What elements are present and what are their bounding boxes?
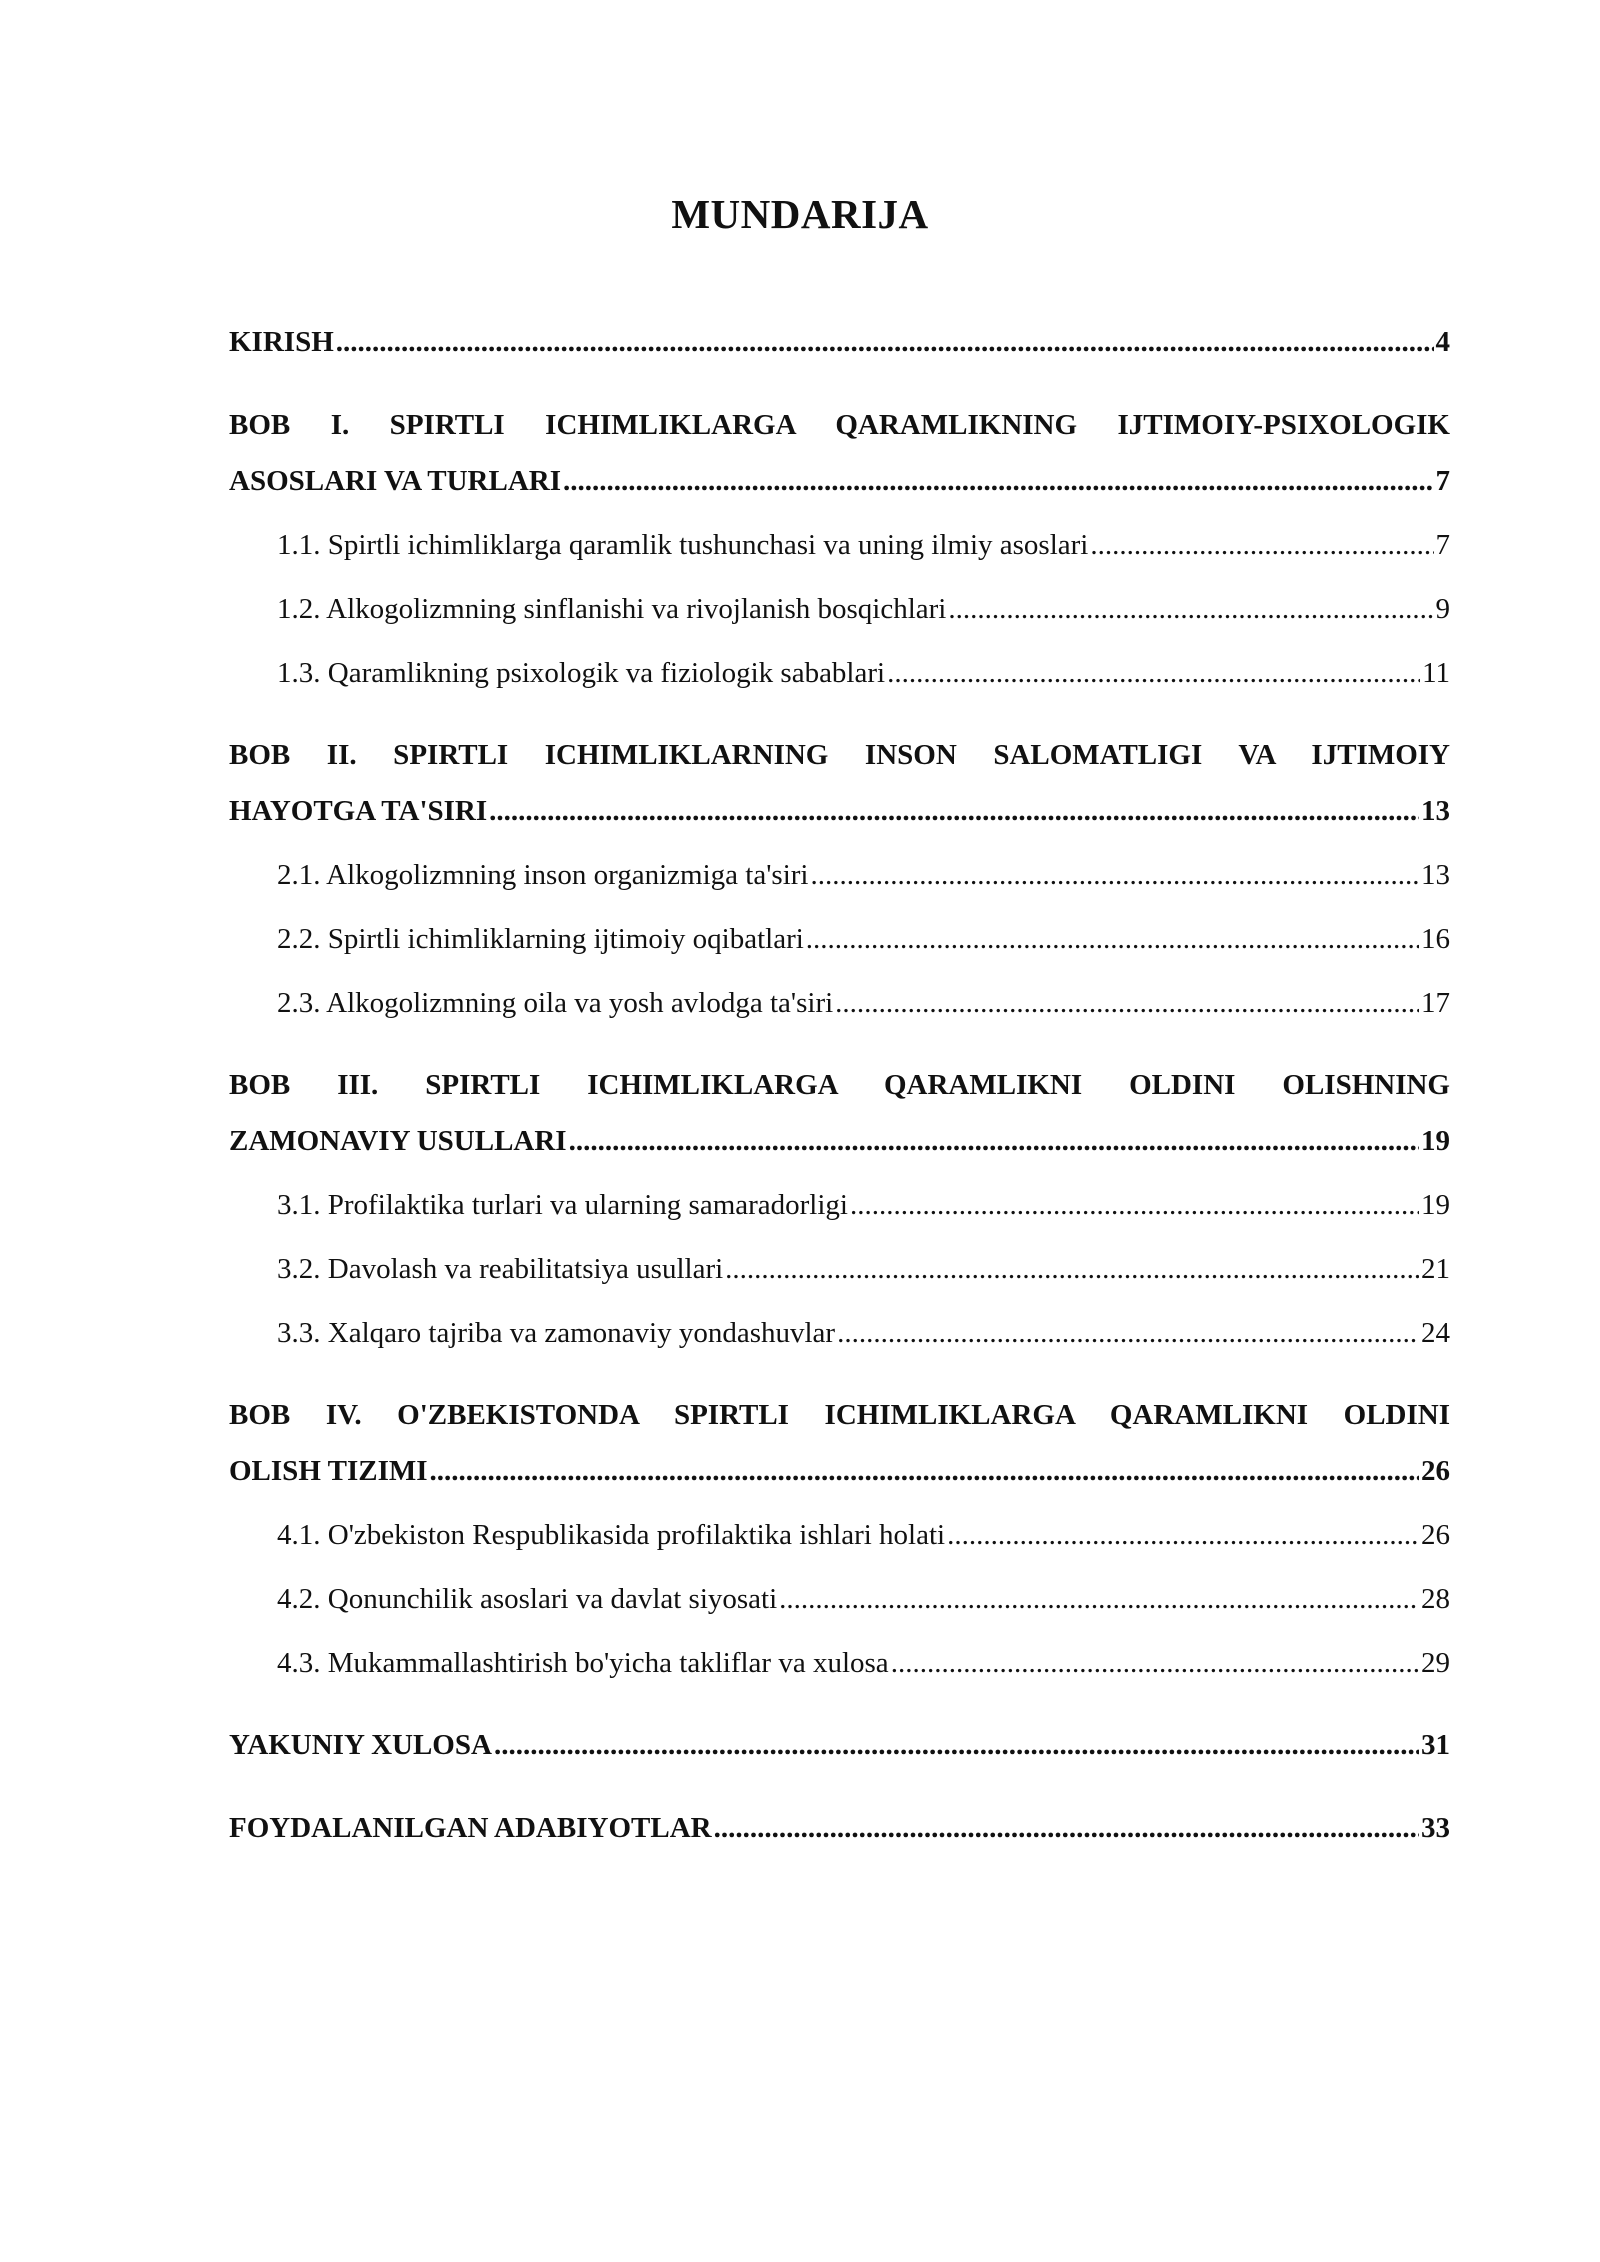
toc-section-4-2[interactable] [277, 1581, 1450, 1617]
dot-leader [1090, 527, 1433, 563]
toc-page-number: 19 [1421, 1125, 1450, 1157]
toc-chapter-4-line1[interactable]: BOB IV. O'ZBEKISTONDA SPIRTLI ICHIMLIKLARGA QARAMLIKNI OLDINI [229, 1399, 1450, 1431]
toc-page-number: 16 [1421, 923, 1450, 955]
dot-leader [850, 1187, 1419, 1223]
dot-leader [837, 1315, 1419, 1351]
toc-page-number: 26 [1421, 1455, 1450, 1487]
toc-entry-xulosa[interactable] [229, 1727, 1450, 1763]
toc-chapter-2-line1[interactable]: BOB II. SPIRTLI ICHIMLIKLARNING INSON SALOMATLIGI VA IJTIMOIY [229, 739, 1450, 771]
dot-leader [725, 1251, 1419, 1287]
toc-entry-title: KIRISH [229, 326, 334, 358]
toc-section-3-2[interactable] [277, 1251, 1450, 1287]
dot-leader [489, 793, 1419, 829]
toc-entry-title: 2.1. Alkogolizmning inson organizmiga ta'siri [277, 859, 809, 891]
dot-leader [806, 921, 1419, 957]
toc-chapter-3[interactable] [229, 1123, 1450, 1159]
toc-section-1-3[interactable] [277, 655, 1450, 691]
dot-leader [563, 463, 1433, 499]
toc-chapter-2[interactable] [229, 793, 1450, 829]
toc-page-number: 9 [1435, 593, 1450, 625]
toc-page-number: 29 [1421, 1647, 1450, 1679]
toc-entry-title: 3.2. Davolash va reabilitatsiya usullari [277, 1253, 724, 1285]
dot-leader [569, 1123, 1419, 1159]
toc-page-number: 28 [1421, 1583, 1450, 1615]
toc-entry-title: 4.3. Mukammallashtirish bo'yicha takliflar va xulosa [277, 1647, 889, 1679]
toc-chapter-3-line1[interactable]: BOB III. SPIRTLI ICHIMLIKLARGA QARAMLIKNI OLDINI OLISHNING [229, 1069, 1450, 1101]
toc-page-number: 7 [1435, 465, 1450, 497]
toc-entry-title: OLISH TIZIMI [229, 1455, 428, 1487]
toc-page-number: 11 [1422, 657, 1450, 689]
dot-leader [947, 1517, 1419, 1553]
toc-entry-kirish[interactable] [229, 324, 1450, 360]
toc-page-number: 21 [1421, 1253, 1450, 1285]
toc-chapter-1-line1[interactable]: BOB I. SPIRTLI ICHIMLIKLARGA QARAMLIKNING IJTIMOIY-PSIXOLOGIK [229, 409, 1450, 441]
toc-entry-title: 4.2. Qonunchilik asoslari va davlat siyosati [277, 1583, 778, 1615]
toc-section-2-1[interactable] [277, 857, 1450, 893]
toc-page-number: 7 [1435, 529, 1450, 561]
toc-section-3-3[interactable] [277, 1315, 1450, 1351]
toc-section-4-1[interactable] [277, 1517, 1450, 1553]
dot-leader [336, 324, 1434, 360]
toc-entry-title: 3.3. Xalqaro tajriba va zamonaviy yondashuvlar [277, 1317, 836, 1349]
dot-leader [430, 1453, 1419, 1489]
toc-entry-title: 3.1. Profilaktika turlari va ularning samaradorligi [277, 1189, 848, 1221]
toc-section-1-1[interactable] [277, 527, 1450, 563]
dot-leader [887, 655, 1420, 691]
toc-section-3-1[interactable] [277, 1187, 1450, 1223]
page-title: MUNDARIJA [671, 191, 929, 237]
toc-entry-title: 2.2. Spirtli ichimliklarning ijtimoiy oqibatlari [277, 923, 804, 955]
toc-chapter-4[interactable] [229, 1453, 1450, 1489]
toc-entry-title: 1.1. Spirtli ichimliklarga qaramlik tushunchasi va uning ilmiy asoslari [277, 529, 1089, 561]
toc-chapter-1[interactable] [229, 463, 1450, 499]
toc-section-1-2[interactable] [277, 591, 1450, 627]
toc-page-number: 4 [1435, 326, 1450, 358]
toc-entry-title: HAYOTGA TA'SIRI [229, 795, 488, 827]
toc-section-2-3[interactable] [277, 985, 1450, 1021]
dot-leader [494, 1727, 1419, 1763]
dot-leader [948, 591, 1433, 627]
toc-page-number: 13 [1421, 795, 1450, 827]
toc-entry-title: FOYDALANILGAN ADABIYOTLAR [229, 1812, 712, 1844]
toc-entry-title: YAKUNIY XULOSA [229, 1729, 492, 1761]
toc-entry-title: 2.3. Alkogolizmning oila va yosh avlodga ta'siri [277, 987, 834, 1019]
dot-leader [810, 857, 1419, 893]
dot-leader [891, 1645, 1419, 1681]
toc-page-number: 13 [1421, 859, 1450, 891]
dot-leader [835, 985, 1419, 1021]
toc-page-number: 19 [1421, 1189, 1450, 1221]
toc-page-number: 31 [1421, 1729, 1450, 1761]
toc-section-2-2[interactable] [277, 921, 1450, 957]
table-of-contents [229, 0, 1450, 2262]
toc-section-4-3[interactable] [277, 1645, 1450, 1681]
toc-page-number: 24 [1421, 1317, 1450, 1349]
toc-entry-title: 1.3. Qaramlikning psixologik va fiziologik sabablari [277, 657, 886, 689]
toc-page-number: 17 [1421, 987, 1450, 1019]
toc-entry-title: 4.1. O'zbekiston Respublikasida profilaktika ishlari holati [277, 1519, 946, 1551]
dot-leader [779, 1581, 1419, 1617]
toc-entry-title: ZAMONAVIY USULLARI [229, 1125, 567, 1157]
dot-leader [714, 1810, 1419, 1846]
toc-entry-adabiyotlar[interactable] [229, 1810, 1450, 1846]
toc-page-number: 33 [1421, 1812, 1450, 1844]
toc-page-number: 26 [1421, 1519, 1450, 1551]
toc-entry-title: ASOSLARI VA TURLARI [229, 465, 562, 497]
toc-entry-title: 1.2. Alkogolizmning sinflanishi va rivojlanish bosqichlari [277, 593, 947, 625]
